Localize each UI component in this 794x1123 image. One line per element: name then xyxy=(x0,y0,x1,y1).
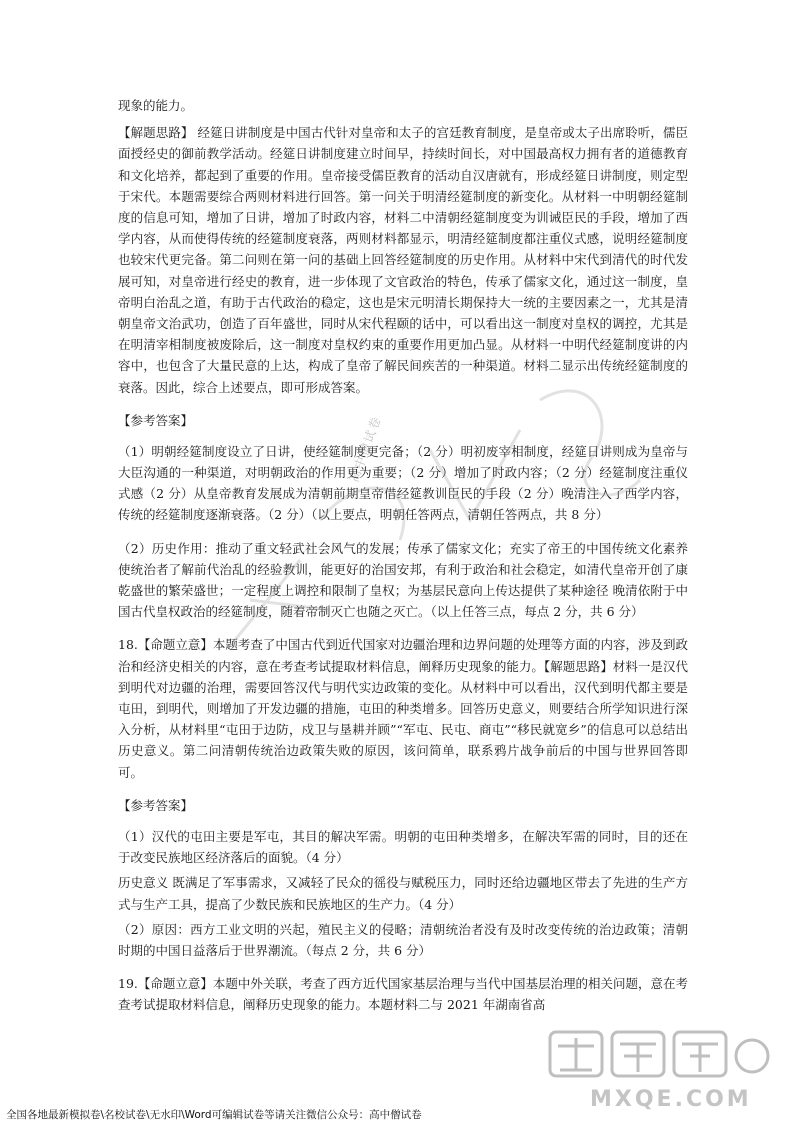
reference-answer-heading-18: 【参考答案】 xyxy=(118,797,194,813)
answer-circle-stamp-logo xyxy=(520,1010,780,1120)
answer-17-part-1: （1）明朝经筵制度设立了日讲，使经筵制度更完备；（2 分）明初废宰相制度，经筵日讲则成为皇帝与大臣沟通的一种渠道，对明朝政治的作用更为重要；（2 分）增加了时政内容；（2 分）经筵制度注重仪式感（2 分）从皇帝教育发展成为清朝前期皇帝借经筵教训臣民的手段（2 分）晚清注入了西学内容，传统的经筵制度逐渐衰落。（2 分）（以上要点，明朝任答两点，清朝任答两点，共 8 分） xyxy=(118,443,688,523)
reference-answer-heading-17: 【参考答案】 xyxy=(118,412,194,428)
watermark-vertical-text: 高中僧试卷 xyxy=(346,413,385,484)
answer-18-significance: 历史意义 既满足了军事需求，又减轻了民众的徭役与赋税压力，同时还给边疆地区带去了先进的生产方式与生产工具，提高了少数民族和民族地区的生产力。（4 分） xyxy=(118,875,688,912)
answer-17-part-2: （2）历史作用：推动了重文轻武社会风气的发展；传承了儒家文化；充实了帝王的中国传统文化素养 使统治者了解前代治乱的经验教训，能更好的治国安邦，有利于政治和社会稳定，如清代皇帝开创了康乾盛世的繁荣盛世；一定程度上调控和限制了皇权；为基层民意向上传达提供了某种途径 晚清依附于中国古代皇权政治的经筵制度，随着帝制灭亡也随之灭亡。（以上任答三点，每点 2 分，共 6 分） xyxy=(118,540,688,620)
document-body xyxy=(118,95,688,1028)
footer-notice: 全国各地最新模拟卷\名校试卷\无水印\Word可编辑试卷等请关注微信公众号：高中僧试卷 xyxy=(6,1109,422,1121)
question-19-intent: 19.【命题立意】本题中外关联，考查了西方近代国家基层治理与当代中国基层治理的相关问题，意在考查考试提取材料信息，阐释历史现象的能力。本题材料二与 2021 年湖南省高 xyxy=(118,976,688,1013)
answer-18-part-2: （2）原因：西方工业文明的兴起，殖民主义的侵略；清朝统治者没有及时改变传统的治边政策；清朝时期的中国日益落后于世界潮流。（每点 2 分，共 6 分） xyxy=(118,921,688,958)
paragraph-solution-approach-17: 【解题思路】 经筵日讲制度是中国古代针对皇帝和太子的宫廷教育制度，是皇帝或太子出席聆听，儒臣面授经史的御前教学活动。经筵日讲制度建立时间早，持续时间长，对中国最高权力拥有者的道德教育和文化培养，都起到了重要的作用。皇帝接受儒臣教育的活动自汉唐就有，形成经筵日讲制度，则定型于宋代。本题需要综合两则材料进行回答。第一问关于明清经筵制度的新变化。从材料一中明朝经筵制度的信息可知，增加了日讲，增加了时政内容，材料二中清朝经筵制度变为训诫臣民的手段，增加了西学内容，从而使得传统的经筵制度衰落，两则材料都显示，明清经筵制度都注重仪式感，说明经筵制度也较宋代更完备。第二问则在第一问的基础上回答经筵制度的历史作用。从材料中宋代到清代的时代发展可知，对皇帝进行经史的教育，进一步体现了文官政治的特色，传承了儒家文化，通过这一制度，皇帝明白治乱之道，有助于古代政治的稳定，这也是宋元明清长期保持大一统的主要因素之一，尤其是清朝皇帝文治武功，创造了百年盛世，同时从宋代程颐的话中，可以看出这一制度对皇权的调控，尤其是在明清宰相制度被废除后，这一制度对皇权约束的重要作用更加凸显。从材料一中明代经筵制度讲的内容中，也包含了大量民意的上达，构成了皇帝了解民间疾苦的一种渠道。材料二显示出传统经筵制度的衰落。因此，综合上述要点，即可形成答案。 xyxy=(118,125,688,395)
answer-18-part-1: （1）汉代的屯田主要是军屯，其目的解决军需。明朝的屯田种类增多，在解决军需的同时，目的还在于改变民族地区经济落后的面貌。（4 分） xyxy=(118,828,688,866)
svg-text:MXQE.COM: MXQE.COM xyxy=(590,1087,752,1112)
question-18-analysis: 18.【命题立意】本题考查了中国古代到近代国家对边疆治理和边界问题的处理等方面的内容，涉及到政治和经济史相关的内容，意在考查考试提取材料信息，阐释历史现象的能力。【解题思路】材料一是汉代到明代对边疆的治理，需要回答汉代与明代实边政策的变化。从材料中可以看出，汉代到明代都主要是屯田，到明代，则增加了开发边疆的措施，屯田的种类增多。回答历史意义，则要结合所学知识进行深入分析，从材料里“屯田于边防，戍卫与垦耕并顾”“军屯、民屯、商屯”“移民就宽乡”的信息可以总结出历史意义。第二问清朝传统治边政策失败的原因，该问简单，联系鸦片战争前后的中国与世界回答即可。 xyxy=(118,637,688,780)
paragraph-intro-tail: 现象的能力。 xyxy=(118,98,194,113)
